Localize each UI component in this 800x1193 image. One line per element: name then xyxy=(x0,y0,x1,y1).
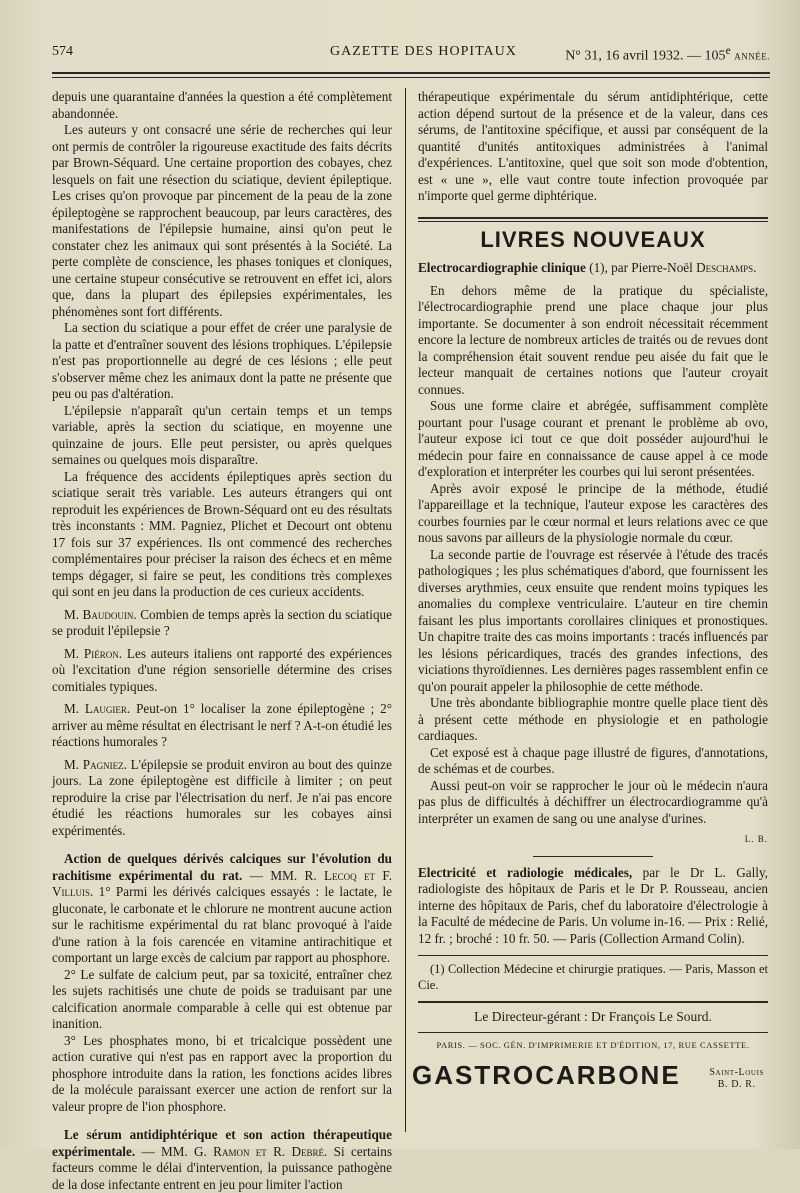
issue-info xyxy=(565,44,770,65)
paragraph: La fréquence des accidents épileptiques après section du sciatique serait très variable. Les auteurs étrangers qui ont reproduit les expériences de Brown-Séquard ont eu des résultats très inconstants : MM. Pagniez, Plichet et Decourt ont obtenu 17 fois sur 37 expériences. Ils ont commencé des recherches complémentaires pour préciser la raison des échecs et en même temps dégager, si faire se peut, les conditions très complexes qui sont en jeu dans la production de ces curieux accidents. xyxy=(52,468,392,599)
paragraph: Aussi peut-on voir se rapprocher le jour où le médecin n'aura pas plus de difficultés à déchiffrer un électrocardiogramme qu'à interpréter un examen de sang ou une analyse d'urines. xyxy=(418,777,768,826)
issue-ordinal: e xyxy=(725,44,731,57)
footnote-rule xyxy=(418,955,768,956)
section-rule xyxy=(418,217,768,219)
paragraph: Sous une forme claire et abrégée, suffisamment complète pourtant pour l'usage courant et prenant le problème ab ovo, l'auteur expose ici tout ce que doit posséder aujourd'hui le médecin pour faire en connaissance de cause appel à ce mode d'exploration et interpréter les courbes qui lui seront présentées. xyxy=(418,398,768,479)
article-entry xyxy=(52,851,392,967)
left-column xyxy=(52,89,392,1193)
book-entry xyxy=(418,260,768,277)
article-title: Le sérum antidiphtérique et son action thérapeutique expérimentale. xyxy=(52,1127,392,1159)
footer-rule xyxy=(418,1001,768,1003)
book-title: Electrocardiographie clinique xyxy=(418,260,586,275)
footer-rule xyxy=(418,1032,768,1033)
speaker-name: M. Laugier. xyxy=(64,701,131,716)
book-author: Deschamps. xyxy=(696,260,757,275)
paragraph: 2° Le sulfate de calcium peut, par sa toxicité, entraîner chez les sujets rachitisés une chute de poids se traduisant par une calcification anormale comparable à celle qui est obtenue par inanition. xyxy=(52,966,392,1031)
paragraph: depuis une quarantaine d'années la question a été complètement abandonnée. xyxy=(52,89,392,121)
book-ref: (1), par Pierre-Noël xyxy=(585,260,697,275)
speaker-name: M. Piéron. xyxy=(64,645,123,661)
article-text: 1° Parmi les dérivés calciques essayés : le lactate, le gluconate, le carbonate et le chlorure ne montrent aucune action sur le rachitisme expérimental du rat blanc provoqué à l'aide d'une ration à la fois carencée en vitamine antirachitique et comportant un large excès de calcium par rapport au phosphore. xyxy=(52,884,392,965)
speaker-text: Les auteurs italiens ont rapporté des expériences où l'excitation d'une région sensorielle détermine des crises comitiales typiques. xyxy=(52,645,392,694)
section-title: LIVRES NOUVEAUX xyxy=(480,226,706,252)
issue-number: N° 31, 16 avril 1932. — 105 xyxy=(565,48,726,64)
column-divider xyxy=(405,88,406,1132)
paragraph: 3° Les phosphates mono, bi et tricalcique possèdent une action curative qui n'est pas en rapport avec la proportion du phosphore introduite dans la ration, les fonctions acides libres de la molécule paraissant exercer une action de renfort sur la valeur propre de l'ion phosphore. xyxy=(52,1032,392,1114)
ad-location xyxy=(709,1067,764,1091)
advertisement xyxy=(412,1060,768,1103)
paragraph: La seconde partie de l'ouvrage est réservée à l'étude des tracés pathologiques ; les plus schématiques d'abord, que fournissent les diverses arythmies, ceux ensuite que rendent moins typiques les anomalies du complexe ventriculaire. L'auteur en tire chemin faisant les plus importants corollaires cliniques et pronostiques. Un chapitre traite des cas moins importants : tracés influencés par les lésions péricardiques, tracés des grandes infections, des viciations thyroïdiennes. Les dernières pages rassemblent enfin ce qu'on pourait appeler la philosophie de cette méthode. xyxy=(418,546,768,694)
article-authors: — MM. R. Lecoq et F. Villuis. xyxy=(52,867,393,899)
director-line: Le Directeur-gérant : Dr François Le Sourd. xyxy=(474,1009,712,1024)
speaker-text: Combien de temps après la section du sciatique se produit l'épilepsie ? xyxy=(52,606,392,638)
book-title: Electricité et radiologie médicales, xyxy=(418,864,633,880)
speaker-text: Peut-on 1° localiser la zone épileptogène ; 2° arriver au même résultat en électrisant le nerf ? A-t-on étudié les réactions humorales ? xyxy=(52,701,392,749)
ad-brand: GASTROCARBONE xyxy=(412,1060,681,1090)
journal-title: GAZETTE DES HOPITAUX xyxy=(330,44,517,59)
paragraph: L'épilepsie n'apparaît qu'un certain temps et un temps variable, après la section du sciatique, en moyenne une quinzaine de jours. Elle peut persister, ou après quelques semaines ou quelques mois disparaître. xyxy=(52,402,392,467)
paragraph: Cet exposé est à chaque page illustré de figures, d'annotations, de schémas et de courbes. xyxy=(418,744,768,776)
paragraph: thérapeutique expérimentale du sérum antidiphtérique, cette action dépend surtout de la présence et de la valeur, dans ces sérums, de l'antitoxine spécifique, et aussi par conséquent de la quantité d'unités antitoxiques administrées à l'animal d'expériences. L'antitoxine, quel que soit son mode d'obtention, est « une », elle vaut contre toute infection provoquée par n'importe quel germe diphtérique. xyxy=(418,89,768,203)
footnote: (1) Collection Médecine et chirurgie pratiques. — Paris, Masson et Cie. xyxy=(418,962,768,992)
discussion-entry xyxy=(52,607,392,640)
paragraph: En dehors même de la pratique du spécialiste, l'électrocardiographie prend une place chaque jour plus importante. Se documenter à son endroit nécessitait récemment encore la lecture de nombreux articles de traités ou de revues dont la compréhension était souvent rendue peu aisée du fait que le lecteur manquait de certaines notions que l'auteur croyait connues. xyxy=(418,282,768,397)
discussion-entry xyxy=(52,701,392,751)
discussion-entry xyxy=(52,646,392,696)
speaker-name: M. Pagniez. xyxy=(64,756,127,772)
separator xyxy=(533,856,653,857)
article-title: Action de quelques dérivés calciques sur l'évolution du rachitisme expérimental du rat. xyxy=(52,851,392,883)
article-text: Si certains facteurs comme le délai d'intervention, la puissance pathogène de la dose infectante entrent en jeu pour limiter l'action xyxy=(52,1143,392,1192)
paragraph: Une très abondante bibliographie montre quelle place tient dès à présent cette méthode en physiologie et en pathologie cardiaques. xyxy=(418,695,768,743)
book-entry xyxy=(418,865,768,948)
issue-annee: ANNÉE. xyxy=(734,51,770,62)
paragraph: Après avoir exposé le principe de la méthode, étudié l'appareillage et la technique, l'auteur expose les caractères des courbes fournies par le cœur normal et leurs relations avec ce que nous savons par ailleurs de la physiologie normale du cœur. xyxy=(418,480,768,545)
book-text: par le Dr L. Gally, radiologiste des hôpitaux de Paris et le Dr P. Rousseau, ancien interne des hôpitaux de Paris, chef du laboratoire d'électrologie à la Faculté de médecine de Paris. Un volume in-16. — Prix : Relié, 12 fr. ; broché : 10 fr. 50. — Paris (Collection Armand Colin). xyxy=(418,864,768,946)
header-rule-bottom xyxy=(52,77,770,78)
speaker-name: M. Baudouin. xyxy=(64,606,137,622)
right-column xyxy=(412,89,768,1103)
article-authors: — MM. G. Ramon et R. Debré. xyxy=(135,1143,328,1159)
speaker-text: L'épilepsie se produit environ au bout des quinze jours. La zone épileptogène est difficile à limiter ; on peut reproduire la crise par l'électrisation du nerf. Je n'ai pas encore étudié les réactions humorales sur les cobayes ainsi expérimentés. xyxy=(52,756,392,838)
printer-line: PARIS. — SOC. GÉN. D'IMPRIMERIE ET D'ÉDITION, 17, RUE CASSETTE. xyxy=(436,1039,750,1050)
review-signature: L. B. xyxy=(744,834,768,844)
page-number: 574 xyxy=(52,44,73,59)
page-header xyxy=(52,44,770,64)
article-entry xyxy=(52,1127,392,1193)
section-rule xyxy=(418,221,768,222)
header-rule-top xyxy=(52,72,770,74)
discussion-entry xyxy=(52,757,392,840)
ad-location-line: Saint-Louis xyxy=(709,1067,764,1078)
paragraph: Les auteurs y ont consacré une série de recherches qui leur ont permis de contrôler la rigoureuse exactitude des faits décrits par Brown-Séquard. Une certaine proportion des cobayes, chez lesquels on fait une résection du sciatique, devient épileptique. Les crises qu'on provoque par pincement de la peau de la zone épileptogène se rapprochent beaucoup, par leurs caractères, des manifestations de l'épilepsie humaine, ainsi qu'on peut le constater chez les animaux qui sont présentés à la Société. La perte complète de conscience, les phases toniques et cloniques, une certaine stupeur consécutive se retrouvent en effet ici, alors que, dans la plupart des épilepsies expérimentales, les phénomènes sont fort différents. xyxy=(52,122,392,319)
ad-location-line: B. D. R. xyxy=(717,1079,756,1090)
paragraph: La section du sciatique a pour effet de créer une paralysie de la patte et d'entraîner souvent des lésions trophiques. L'épilepsie n'est pas proportionnelle au degré de ces lésions ; elle peut s'observer même chez les animaux dont la patte ne présente que peu ou pas d'altération. xyxy=(52,320,392,401)
